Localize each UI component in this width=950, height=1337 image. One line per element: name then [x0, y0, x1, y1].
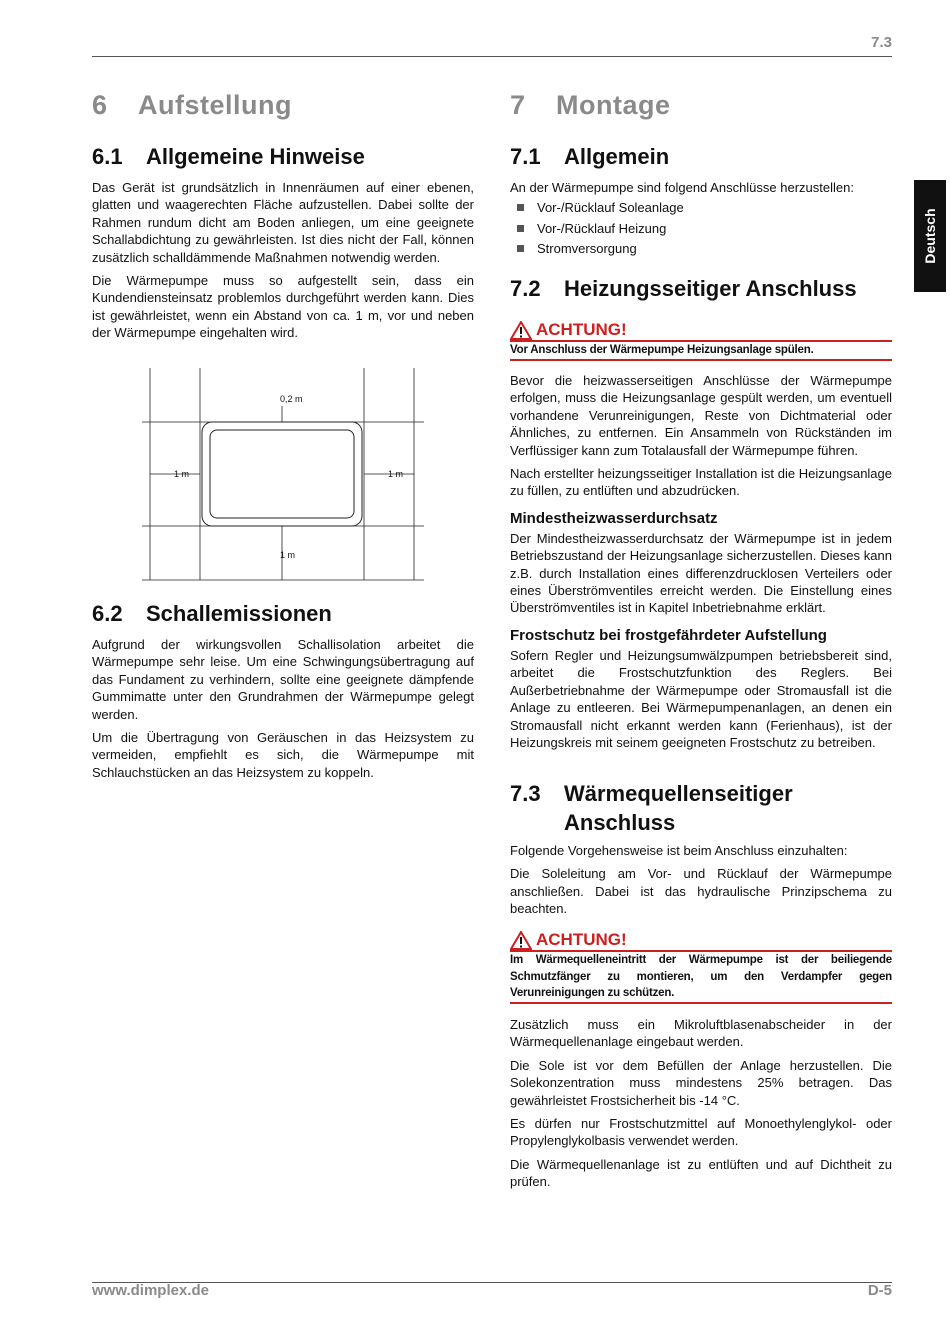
chapter-title: Aufstellung [138, 90, 292, 120]
warning-triangle-icon [510, 931, 532, 950]
paragraph: Die Wärmequellenanlage ist zu entlüften und auf Dichtheit zu prüfen. [510, 1156, 892, 1190]
paragraph: Die Soleleitung am Vor- und Rücklauf der Wärmepumpe anschließen. Dabei ist das hydraulische Prinzipschema zu beachten. [510, 866, 892, 917]
section-7-3-heading [510, 779, 793, 837]
paragraph: Folgende Vorgehensweise ist beim Anschluss einzuhalten: [510, 843, 848, 858]
clearance-diagram [140, 366, 430, 586]
section-6-1-heading [92, 144, 365, 170]
label-bottom-clearance: 1 m [280, 550, 296, 560]
section-7-2-heading [510, 276, 857, 302]
section-7-2-body [510, 372, 892, 757]
section-6-2-body [92, 636, 474, 787]
section-title-continued: Anschluss [564, 810, 676, 835]
language-tab[interactable] [914, 180, 946, 292]
chapter-number: 6 [92, 90, 108, 120]
warning-title: ACHTUNG! [536, 930, 627, 949]
section-number: 7.3 [510, 781, 541, 806]
subheading-min-flow: Mindestheizwasserdurchsatz [510, 509, 718, 527]
header-rule [92, 56, 892, 57]
section-7-3-body-continued [510, 1016, 892, 1197]
warning-box-source [510, 930, 892, 1004]
section-title: Heizungsseitiger Anschluss [564, 276, 857, 301]
list-item: Vor-/Rücklauf Heizung [510, 219, 892, 240]
header-section-number: 7.3 [871, 34, 892, 51]
warning-title: ACHTUNG! [536, 320, 627, 339]
section-title: Allgemein [564, 144, 670, 169]
chapter-7-heading [510, 90, 671, 121]
warning-text: Vor Anschluss der Wärmepumpe Heizungsanlage spülen. [510, 344, 814, 356]
section-title: Allgemeine Hinweise [146, 144, 365, 169]
chapter-6-heading [92, 90, 292, 121]
label-right-clearance: 1 m [388, 469, 404, 479]
paragraph: An der Wärmepumpe sind folgend Anschlüsse herzustellen: [510, 180, 854, 195]
paragraph: Nach erstellter heizungsseitiger Installation ist die Heizungsanlage zu füllen, zu entlüften und abzudrücken. [510, 466, 892, 499]
section-number: 7.2 [510, 276, 541, 301]
page-number: D-5 [867, 1282, 892, 1299]
section-7-3-body [510, 842, 892, 924]
connection-list [510, 198, 892, 260]
section-number: 6.2 [92, 601, 123, 626]
paragraph: Die Wärmepumpe muss so aufgestellt sein, dass ein Kundendiensteinsatz problemlos durchgeführt werden kann. Dies ist gewährleistet, wenn ein Abstand von ca. 1 m, vor und neben der Wärmepumpe eingehalten wird. [92, 273, 474, 341]
paragraph: Aufgrund der wirkungsvollen Schallisolation arbeitet die Wärmepumpe sehr leise. Um eine Schwingungsübertragung auf das Fundament zu verhindern, sollte eine geeignete dämpfende Gummimatte unter den Grundrahmen der Wärmepumpe gelegt werden. [92, 637, 474, 722]
language-tab-label: Deutsch [922, 208, 938, 264]
warning-box-heating [510, 320, 892, 361]
paragraph: Das Gerät ist grundsätzlich in Innenräumen auf einer ebenen, glatten und waagerechten Fläche aufzustellen. Dabei sollte der Rahmen rundum dicht am Boden anliegen, um eine geeignete Schallabdichtung zu gewährleisten. Ist dies nicht der Fall, können zusätzlich schalldämmende Maßnahmen notwendig werden. [92, 180, 474, 265]
section-6-1-body [92, 179, 474, 348]
section-number: 6.1 [92, 144, 123, 169]
warning-rule [510, 1002, 892, 1004]
paragraph: Sofern Regler und Heizungsumwälzpumpen betriebsbereit sind, arbeitet die Frostschutzfunktion des Reglers. Bei Außerbetriebnahme der Wärmepumpe oder Stromausfall ist die Anlage zu entleeren. Bei Wärmepumpenanlagen, an denen ein Stromausfall nicht erkannt werden kann (Ferienhaus), ist der Heizungskreis mit seinem geeigneten Frostschutz zu betreiben. [510, 647, 892, 750]
warning-heading [510, 930, 892, 950]
paragraph: Bevor die heizwasserseitigen Anschlüsse der Wärmepumpe erfolgen, muss die Heizungsanlage gespült werden, um eventuell vorhandene Verunreinigungen, Reste von Dichtmaterial oder Ähnliches, zu entfernen. Ein Ansammeln von Rückständen im Verflüssiger kann zum Totalausfall der Wärmepumpe führen. [510, 373, 892, 458]
section-title: Schallemissionen [146, 601, 332, 626]
warning-text: Im Wärmequelleneintritt der Wärmepumpe ist der beiliegende Schmutzfänger zu montieren, um den Verdampfer gegen Verunreinigungen zu schützen. [510, 954, 892, 999]
chapter-title: Montage [556, 90, 671, 120]
paragraph: Zusätzlich muss ein Mikroluftblasenabscheider in der Wärmequellenanlage eingebaut werden. [510, 1017, 892, 1050]
warning-heading [510, 320, 892, 340]
subheading-frost-protection: Frostschutz bei frostgefährdeter Aufstellung [510, 626, 827, 644]
section-7-1-heading [510, 144, 669, 170]
label-left-clearance: 1 m [174, 469, 190, 479]
section-number: 7.1 [510, 144, 541, 169]
list-item: Vor-/Rücklauf Soleanlage [510, 198, 892, 219]
paragraph: Die Sole ist vor dem Befüllen der Anlage herzustellen. Die Solekonzentration muss mindestens 25% betragen. Das gewährleistet Frostsicherheit bis -14 °C. [510, 1057, 892, 1108]
chapter-number: 7 [510, 90, 526, 120]
paragraph: Es dürfen nur Frostschutzmittel auf Monoethylenglykol- oder Propylenglykolbasis verwendet werden. [510, 1116, 892, 1149]
section-title: Wärmequellenseitiger [564, 781, 793, 806]
paragraph: Um die Übertragung von Geräuschen in das Heizsystem zu vermeiden, empfiehlt es sich, die Wärmepumpe mit Schlauchstücken an das Heizsystem zu koppeln. [92, 730, 474, 780]
footer-rule [92, 1282, 892, 1283]
section-7-1-body [510, 179, 892, 260]
list-item: Stromversorgung [510, 239, 892, 260]
paragraph: Der Mindestheizwasserdurchsatz der Wärmepumpe ist in jedem Betriebszustand der Heizungsanlage sicherzustellen. Dieses kann z.B. durch Installation eines differenzdrucklosen Verteilers oder eines Überströmventiles erreicht werden. Die Einstellung eines Überströmventiles ist in Kapitel Inbetriebnahme erklärt. [510, 530, 892, 616]
warning-rule [510, 359, 892, 361]
clearance-diagram-svg [140, 366, 430, 586]
section-6-2-heading [92, 601, 332, 627]
label-top-clearance: 0,2 m [280, 394, 303, 404]
warning-triangle-icon [510, 321, 532, 340]
website-link[interactable]: www.dimplex.de [92, 1282, 209, 1299]
